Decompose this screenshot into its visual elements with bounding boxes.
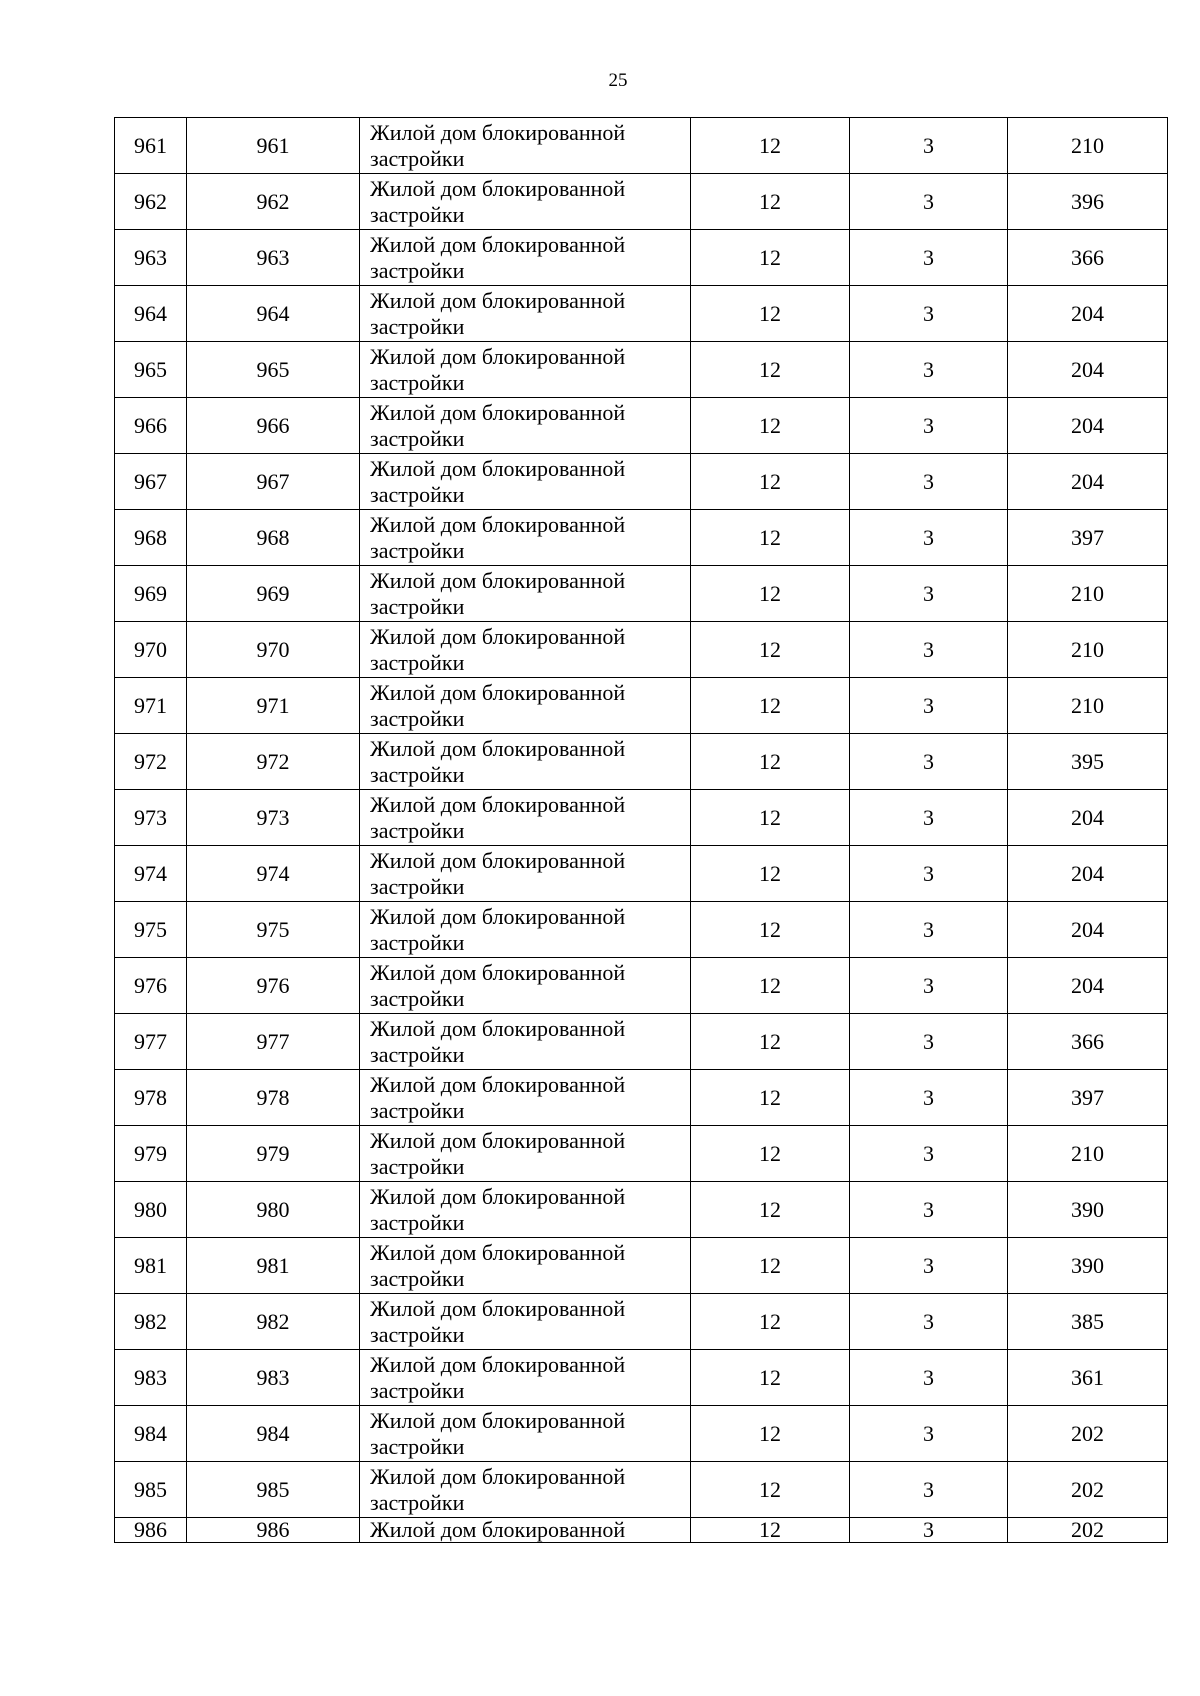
object-description-cell xyxy=(360,958,691,1014)
col-5-value-cell: 3 xyxy=(850,286,1008,342)
col-5-value-cell: 3 xyxy=(850,230,1008,286)
area-value-cell: 204 xyxy=(1008,454,1168,510)
table-row xyxy=(115,1182,1168,1238)
area-value-cell: 204 xyxy=(1008,902,1168,958)
table-row xyxy=(115,1070,1168,1126)
col-4-value-cell: 12 xyxy=(691,1014,850,1070)
row-number-cell: 976 xyxy=(115,958,187,1014)
col-4-value-cell: 12 xyxy=(691,958,850,1014)
col-4-value-cell: 12 xyxy=(691,1182,850,1238)
object-description-cell xyxy=(360,174,691,230)
lot-number-cell: 984 xyxy=(187,1406,360,1462)
col-5-value-cell: 3 xyxy=(850,510,1008,566)
lot-number-cell: 971 xyxy=(187,678,360,734)
col-5-value-cell: 3 xyxy=(850,846,1008,902)
area-value-cell: 390 xyxy=(1008,1182,1168,1238)
object-description-cell xyxy=(360,1462,691,1518)
col-5-value-cell: 3 xyxy=(850,622,1008,678)
table-row xyxy=(115,622,1168,678)
row-number-cell: 983 xyxy=(115,1350,187,1406)
area-value-cell: 396 xyxy=(1008,174,1168,230)
row-number-cell: 961 xyxy=(115,118,187,174)
col-4-value-cell: 12 xyxy=(691,398,850,454)
col-4-value-cell: 12 xyxy=(691,846,850,902)
object-description-cell xyxy=(360,902,691,958)
area-value-cell: 202 xyxy=(1008,1518,1168,1543)
col-4-value-cell: 12 xyxy=(691,790,850,846)
table-row xyxy=(115,1294,1168,1350)
row-number-cell: 962 xyxy=(115,174,187,230)
object-description-text: Жилой дом блокированной застройки xyxy=(370,1351,626,1403)
col-4-value-cell: 12 xyxy=(691,1070,850,1126)
row-number-cell: 969 xyxy=(115,566,187,622)
row-number-cell: 984 xyxy=(115,1406,187,1462)
object-description-text: Жилой дом блокированной застройки xyxy=(370,1463,626,1515)
row-number-cell: 967 xyxy=(115,454,187,510)
col-5-value-cell: 3 xyxy=(850,1238,1008,1294)
col-4-value-cell: 12 xyxy=(691,678,850,734)
area-value-cell: 204 xyxy=(1008,790,1168,846)
object-description-text: Жилой дом блокированной застройки xyxy=(370,567,626,619)
lot-number-cell: 979 xyxy=(187,1126,360,1182)
object-description-text: Жилой дом блокированной застройки xyxy=(370,791,626,843)
lot-number-cell: 967 xyxy=(187,454,360,510)
row-number-cell: 966 xyxy=(115,398,187,454)
table-row xyxy=(115,902,1168,958)
area-value-cell: 361 xyxy=(1008,1350,1168,1406)
row-number-cell: 978 xyxy=(115,1070,187,1126)
object-description-text: Жилой дом блокированной застройки xyxy=(370,679,626,731)
area-value-cell: 397 xyxy=(1008,510,1168,566)
row-number-cell: 986 xyxy=(115,1518,187,1543)
object-description-text: Жилой дом блокированной xyxy=(370,1518,626,1542)
col-5-value-cell: 3 xyxy=(850,1014,1008,1070)
lot-number-cell: 968 xyxy=(187,510,360,566)
row-number-cell: 972 xyxy=(115,734,187,790)
lot-number-cell: 983 xyxy=(187,1350,360,1406)
object-description-text: Жилой дом блокированной застройки xyxy=(370,1015,626,1067)
table-row xyxy=(115,1462,1168,1518)
object-description-cell xyxy=(360,1070,691,1126)
lot-number-cell: 963 xyxy=(187,230,360,286)
col-5-value-cell: 3 xyxy=(850,902,1008,958)
col-5-value-cell: 3 xyxy=(850,1406,1008,1462)
object-description-cell xyxy=(360,230,691,286)
object-description-text: Жилой дом блокированной застройки xyxy=(370,1127,626,1179)
object-description-cell xyxy=(360,454,691,510)
object-description-cell xyxy=(360,1518,691,1543)
col-4-value-cell: 12 xyxy=(691,454,850,510)
area-value-cell: 204 xyxy=(1008,286,1168,342)
registry-table-body xyxy=(115,118,1168,1543)
object-description-text: Жилой дом блокированной застройки xyxy=(370,623,626,675)
col-4-value-cell: 12 xyxy=(691,286,850,342)
row-number-cell: 977 xyxy=(115,1014,187,1070)
area-value-cell: 366 xyxy=(1008,1014,1168,1070)
lot-number-cell: 986 xyxy=(187,1518,360,1543)
col-5-value-cell: 3 xyxy=(850,790,1008,846)
col-4-value-cell: 12 xyxy=(691,566,850,622)
col-4-value-cell: 12 xyxy=(691,342,850,398)
lot-number-cell: 974 xyxy=(187,846,360,902)
object-description-text: Жилой дом блокированной застройки xyxy=(370,175,626,227)
object-description-cell xyxy=(360,1126,691,1182)
row-number-cell: 971 xyxy=(115,678,187,734)
object-description-cell xyxy=(360,1238,691,1294)
table-row xyxy=(115,734,1168,790)
object-description-text: Жилой дом блокированной застройки xyxy=(370,231,626,283)
area-value-cell: 210 xyxy=(1008,566,1168,622)
lot-number-cell: 980 xyxy=(187,1182,360,1238)
lot-number-cell: 981 xyxy=(187,1238,360,1294)
object-description-text: Жилой дом блокированной застройки xyxy=(370,343,626,395)
object-description-cell xyxy=(360,1014,691,1070)
page-number: 25 xyxy=(608,70,628,91)
col-5-value-cell: 3 xyxy=(850,1350,1008,1406)
col-4-value-cell: 12 xyxy=(691,734,850,790)
area-value-cell: 395 xyxy=(1008,734,1168,790)
row-number-cell: 979 xyxy=(115,1126,187,1182)
object-description-cell xyxy=(360,1406,691,1462)
col-4-value-cell: 12 xyxy=(691,1238,850,1294)
lot-number-cell: 976 xyxy=(187,958,360,1014)
object-description-text: Жилой дом блокированной застройки xyxy=(370,1183,626,1235)
row-number-cell: 974 xyxy=(115,846,187,902)
col-4-value-cell: 12 xyxy=(691,230,850,286)
table-row xyxy=(115,510,1168,566)
object-description-cell xyxy=(360,846,691,902)
object-description-cell xyxy=(360,734,691,790)
table-row xyxy=(115,1350,1168,1406)
row-number-cell: 981 xyxy=(115,1238,187,1294)
row-number-cell: 964 xyxy=(115,286,187,342)
table-row xyxy=(115,1518,1168,1543)
object-description-text: Жилой дом блокированной застройки xyxy=(370,455,626,507)
table-row xyxy=(115,174,1168,230)
object-description-text: Жилой дом блокированной застройки xyxy=(370,1071,626,1123)
area-value-cell: 210 xyxy=(1008,678,1168,734)
object-description-cell xyxy=(360,790,691,846)
area-value-cell: 202 xyxy=(1008,1462,1168,1518)
table-row xyxy=(115,286,1168,342)
col-4-value-cell: 12 xyxy=(691,510,850,566)
lot-number-cell: 985 xyxy=(187,1462,360,1518)
table-row xyxy=(115,566,1168,622)
table-row xyxy=(115,342,1168,398)
lot-number-cell: 982 xyxy=(187,1294,360,1350)
object-description-cell xyxy=(360,286,691,342)
object-description-cell xyxy=(360,566,691,622)
area-value-cell: 210 xyxy=(1008,622,1168,678)
table-row xyxy=(115,790,1168,846)
col-4-value-cell: 12 xyxy=(691,1462,850,1518)
col-5-value-cell: 3 xyxy=(850,342,1008,398)
object-description-text: Жилой дом блокированной застройки xyxy=(370,399,626,451)
col-5-value-cell: 3 xyxy=(850,1518,1008,1543)
object-description-text: Жилой дом блокированной застройки xyxy=(370,847,626,899)
object-description-text: Жилой дом блокированной застройки xyxy=(370,1239,626,1291)
lot-number-cell: 975 xyxy=(187,902,360,958)
object-description-cell xyxy=(360,510,691,566)
col-5-value-cell: 3 xyxy=(850,1070,1008,1126)
lot-number-cell: 966 xyxy=(187,398,360,454)
object-description-text: Жилой дом блокированной застройки xyxy=(370,959,626,1011)
object-description-cell xyxy=(360,398,691,454)
object-description-text: Жилой дом блокированной застройки xyxy=(370,287,626,339)
lot-number-cell: 978 xyxy=(187,1070,360,1126)
row-number-cell: 985 xyxy=(115,1462,187,1518)
area-value-cell: 366 xyxy=(1008,230,1168,286)
area-value-cell: 204 xyxy=(1008,398,1168,454)
table-row xyxy=(115,1238,1168,1294)
row-number-cell: 970 xyxy=(115,622,187,678)
row-number-cell: 982 xyxy=(115,1294,187,1350)
object-description-text: Жилой дом блокированной застройки xyxy=(370,119,626,171)
col-5-value-cell: 3 xyxy=(850,118,1008,174)
object-description-text: Жилой дом блокированной застройки xyxy=(370,735,626,787)
object-description-text: Жилой дом блокированной застройки xyxy=(370,1295,626,1347)
object-description-cell xyxy=(360,678,691,734)
col-4-value-cell: 12 xyxy=(691,902,850,958)
table-row xyxy=(115,1014,1168,1070)
lot-number-cell: 970 xyxy=(187,622,360,678)
lot-number-cell: 965 xyxy=(187,342,360,398)
row-number-cell: 980 xyxy=(115,1182,187,1238)
lot-number-cell: 961 xyxy=(187,118,360,174)
lot-number-cell: 964 xyxy=(187,286,360,342)
object-description-text: Жилой дом блокированной застройки xyxy=(370,511,626,563)
area-value-cell: 210 xyxy=(1008,118,1168,174)
col-5-value-cell: 3 xyxy=(850,1294,1008,1350)
col-4-value-cell: 12 xyxy=(691,622,850,678)
object-description-cell xyxy=(360,1294,691,1350)
table-row xyxy=(115,1126,1168,1182)
area-value-cell: 204 xyxy=(1008,958,1168,1014)
table-row xyxy=(115,398,1168,454)
col-5-value-cell: 3 xyxy=(850,454,1008,510)
area-value-cell: 204 xyxy=(1008,342,1168,398)
area-value-cell: 210 xyxy=(1008,1126,1168,1182)
lot-number-cell: 977 xyxy=(187,1014,360,1070)
table-row xyxy=(115,1406,1168,1462)
table-row xyxy=(115,958,1168,1014)
col-5-value-cell: 3 xyxy=(850,734,1008,790)
row-number-cell: 963 xyxy=(115,230,187,286)
col-4-value-cell: 12 xyxy=(691,1294,850,1350)
col-5-value-cell: 3 xyxy=(850,1462,1008,1518)
col-5-value-cell: 3 xyxy=(850,566,1008,622)
table-row xyxy=(115,454,1168,510)
table-row xyxy=(115,678,1168,734)
registry-table xyxy=(114,117,1168,1543)
col-5-value-cell: 3 xyxy=(850,958,1008,1014)
col-5-value-cell: 3 xyxy=(850,174,1008,230)
area-value-cell: 202 xyxy=(1008,1406,1168,1462)
object-description-cell xyxy=(360,118,691,174)
col-4-value-cell: 12 xyxy=(691,174,850,230)
lot-number-cell: 973 xyxy=(187,790,360,846)
lot-number-cell: 962 xyxy=(187,174,360,230)
col-4-value-cell: 12 xyxy=(691,118,850,174)
object-description-cell xyxy=(360,342,691,398)
col-5-value-cell: 3 xyxy=(850,678,1008,734)
col-5-value-cell: 3 xyxy=(850,398,1008,454)
area-value-cell: 204 xyxy=(1008,846,1168,902)
table-row xyxy=(115,846,1168,902)
lot-number-cell: 972 xyxy=(187,734,360,790)
lot-number-cell: 969 xyxy=(187,566,360,622)
object-description-text: Жилой дом блокированной застройки xyxy=(370,903,626,955)
area-value-cell: 385 xyxy=(1008,1294,1168,1350)
object-description-text: Жилой дом блокированной застройки xyxy=(370,1407,626,1459)
row-number-cell: 965 xyxy=(115,342,187,398)
area-value-cell: 390 xyxy=(1008,1238,1168,1294)
col-4-value-cell: 12 xyxy=(691,1406,850,1462)
table-row xyxy=(115,230,1168,286)
col-5-value-cell: 3 xyxy=(850,1126,1008,1182)
col-4-value-cell: 12 xyxy=(691,1350,850,1406)
col-4-value-cell: 12 xyxy=(691,1518,850,1543)
row-number-cell: 973 xyxy=(115,790,187,846)
col-5-value-cell: 3 xyxy=(850,1182,1008,1238)
object-description-cell xyxy=(360,1182,691,1238)
col-4-value-cell: 12 xyxy=(691,1126,850,1182)
object-description-cell xyxy=(360,622,691,678)
row-number-cell: 975 xyxy=(115,902,187,958)
table-row xyxy=(115,118,1168,174)
row-number-cell: 968 xyxy=(115,510,187,566)
object-description-cell xyxy=(360,1350,691,1406)
area-value-cell: 397 xyxy=(1008,1070,1168,1126)
